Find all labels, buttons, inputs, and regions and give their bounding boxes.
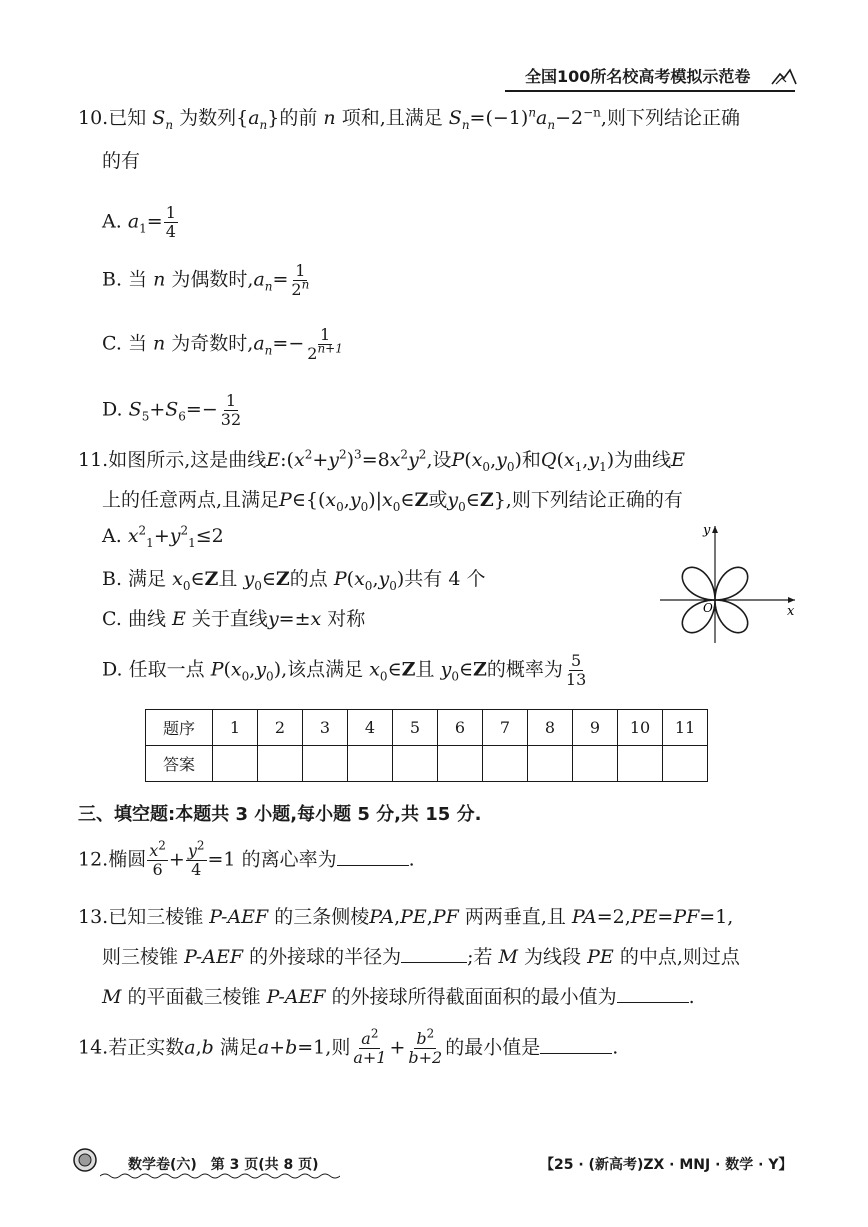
table-number-cell: 11 bbox=[663, 710, 708, 746]
table-number-cell: 3 bbox=[303, 710, 348, 746]
section-3-title: 三、填空题:本题共 3 小题,每小题 5 分,共 15 分. bbox=[78, 804, 482, 825]
school-logo-icon bbox=[72, 1147, 98, 1173]
answer-cell[interactable] bbox=[213, 746, 258, 782]
answer-cell[interactable] bbox=[483, 746, 528, 782]
q10-option-d: D. $S_5+S_6=-$ $\frac{1}{32}$ bbox=[102, 391, 242, 429]
table-number-cell: 1 bbox=[213, 710, 258, 746]
footer-page-info: 数学卷(六) 第 3 页(共 8 页) bbox=[128, 1157, 319, 1173]
q14: 14.若正实数a,b 满足a+b=1,则 $\frac{a^2}{a+1}$ + $\frac{b^2}{b+2}$ 的最小值是 . bbox=[78, 1026, 619, 1067]
q12-answer-blank[interactable] bbox=[337, 865, 409, 866]
q13-line2: 则三棱锥 P-AEF 的外接球的半径为 ;若 M 为线段 PE 的中点,则过点 bbox=[102, 946, 740, 968]
answer-table bbox=[145, 709, 708, 782]
q11-option-c: C. 曲线 E 关于直线y=±x 对称 bbox=[102, 608, 366, 630]
table-number-cell: 2 bbox=[258, 710, 303, 746]
q10-option-a: A. $a_1=$ $\frac{1}{4}$ bbox=[102, 203, 176, 241]
answer-cell[interactable] bbox=[258, 746, 303, 782]
footer-exam-code: 【25 · (新高考)ZX · MNJ · 数学 · Y】 bbox=[540, 1157, 793, 1173]
answer-cell[interactable] bbox=[393, 746, 438, 782]
table-number-cell: 6 bbox=[438, 710, 483, 746]
q10-option-b: B. 当 n 为偶数时$,a_n=$ $\frac{1}{2^n}$ bbox=[102, 261, 310, 299]
q10-line1: 10.已知 $S_n$ 为数列$\{a_n\}$的前 n 项和,且满足 $S_n=(-1)^na_n-2^{-n}$,则下列结论正确 bbox=[78, 105, 740, 132]
answer-cell[interactable] bbox=[303, 746, 348, 782]
answer-cell[interactable] bbox=[528, 746, 573, 782]
footer-wave-decoration bbox=[100, 1172, 340, 1180]
origin-label: O bbox=[703, 601, 713, 615]
q13-line3: M 的平面截三棱锥 P-AEF 的外接球所得截面面积的最小值为 . bbox=[102, 986, 695, 1008]
y-axis-arrow-icon bbox=[712, 526, 718, 533]
answer-cell[interactable] bbox=[348, 746, 393, 782]
q10-line2: 的有 bbox=[102, 150, 141, 172]
table-number-cell: 4 bbox=[348, 710, 393, 746]
header-mountain-icon bbox=[770, 66, 798, 86]
q12: 12.椭圆 $\frac{x^2}{6}$ + $\frac{y^2}{4}$ =1 的离心率为 . bbox=[78, 838, 415, 879]
q11-line2: 上的任意两点,且满足$P\in\{(x_0,y_0)|x_0\in Z$或$y_0\in Z$},则下列结论正确的有 bbox=[102, 489, 683, 514]
q13-area-blank[interactable] bbox=[617, 1002, 689, 1003]
table-number-cell: 9 bbox=[573, 710, 618, 746]
x-axis-arrow-icon bbox=[788, 597, 795, 603]
q13-line1: 13.已知三棱锥 P-AEF 的三条侧棱PA,PE,PF 两两垂直,且 PA=2,PE=PF=1, bbox=[78, 906, 734, 928]
answer-table-answer-row bbox=[146, 746, 708, 782]
q14-answer-blank[interactable] bbox=[540, 1053, 612, 1054]
q10-option-c: C. 当 n 为奇数时$,a_n=-$ $\frac{1}{2^{n+1}}$ bbox=[102, 325, 343, 363]
q11-curve-graph bbox=[655, 518, 805, 648]
q11-line1: 11.如图所示,这是曲线$E:(x^2+y^2)^3=8x^2y^2$,设$P(x_0,y_0)$和$Q(x_1,y_1)$为曲线E bbox=[78, 447, 686, 474]
q11-option-a: A. $x^2_1+y^2_1\le 2$ bbox=[102, 523, 224, 550]
table-answer-label: 答案 bbox=[146, 746, 213, 782]
table-number-cell: 10 bbox=[618, 710, 663, 746]
answer-cell[interactable] bbox=[618, 746, 663, 782]
answer-table-header-row bbox=[146, 710, 708, 746]
answer-cell[interactable] bbox=[438, 746, 483, 782]
q11-option-d: D. 任取一点 $P(x_0,y_0)$,该点满足 $x_0\in Z$且 $y_0\in Z$的概率为 $\frac{5}{13}$ bbox=[102, 651, 587, 689]
q13-radius-blank[interactable] bbox=[401, 962, 467, 963]
header-rule bbox=[505, 90, 795, 92]
answer-cell[interactable] bbox=[663, 746, 708, 782]
table-number-cell: 8 bbox=[528, 710, 573, 746]
x-axis-label: x bbox=[787, 604, 795, 619]
header-title: 全国100所名校高考模拟示范卷 bbox=[525, 67, 751, 86]
table-number-cell: 7 bbox=[483, 710, 528, 746]
q11-option-b: B. 满足 $x_0\in Z$且 $y_0\in Z$的点 $P(x_0,y_0)$共有 4 个 bbox=[102, 568, 486, 593]
table-number-cell: 5 bbox=[393, 710, 438, 746]
table-header-label: 题序 bbox=[146, 710, 213, 746]
answer-cell[interactable] bbox=[573, 746, 618, 782]
y-axis-label: y bbox=[703, 523, 711, 538]
